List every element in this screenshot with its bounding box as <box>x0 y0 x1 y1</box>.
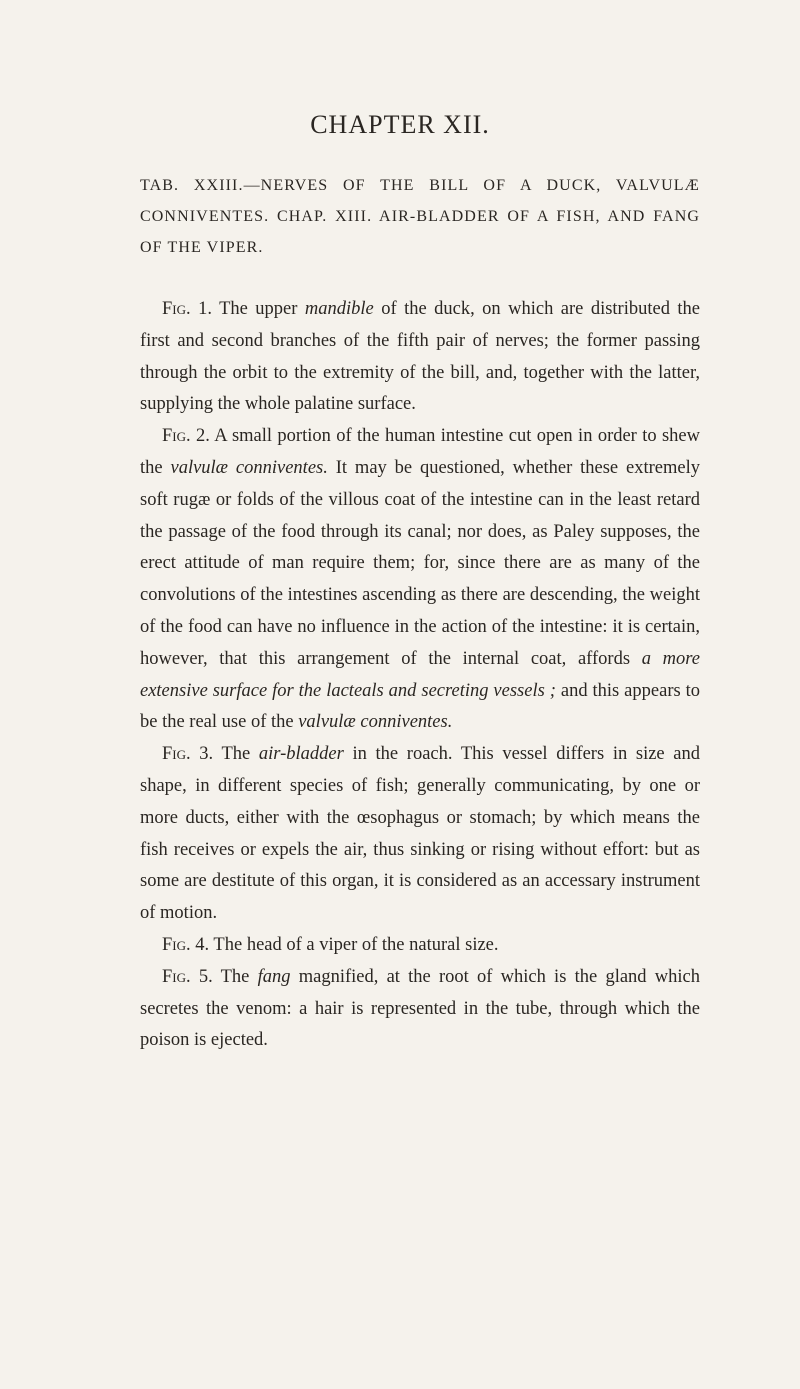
fig-2-text-1: A small portion of the human intestine cut open in order to shew the <box>140 426 701 478</box>
fig-4-label: Fig. 4. <box>162 934 210 955</box>
fig-1-text-1: The upper <box>211 299 305 319</box>
fig-3-emphasis-1: air-bladder <box>258 744 344 765</box>
fig-5-text-1: The <box>212 966 258 987</box>
fig-1-label: Fig. 1. <box>162 299 212 319</box>
fig-2-text-2: It may be questioned, whether these extremely soft rugæ or folds of the villous coat of the intestine can in the least retard the passage of the food through its canal; nor does, as Paley supposes, the erect attitude of man require them; for, since there are as many of the convolutions of the intestines ascending as there are descending, the weight of the food can have no influence in the action of the intestine: it is certain, however, that this arrangement of the internal coat, affords <box>140 457 700 669</box>
fig-2-text-3: and this appears to be the real use of the <box>140 680 701 733</box>
fig-4-paragraph <box>140 930 700 962</box>
fig-2-emphasis-3: valvulæ conniventes. <box>298 712 453 733</box>
fig-3-text-1: The <box>213 744 259 765</box>
chapter-title: CHAPTER XII. <box>310 110 490 139</box>
fig-1-paragraph <box>140 294 700 421</box>
fig-3-text-2: in the roach. This vessel differs in size and shape, in different species of fish; generally communicating, by one or more ducts, either with the œsophagus or stomach; by which means the fish receives or expels the air, thus sinking or rising without effort: but as some are destitute of this organ, it is considered as an accessary instrument of motion. <box>140 744 700 924</box>
fig-1-emphasis-1: mandible <box>304 299 374 319</box>
fig-2-label: Fig. 2. <box>162 426 210 447</box>
fig-2-emphasis-2: a more extensive surface for the lacteals and secreting vessels ; <box>140 648 700 701</box>
body-text <box>140 294 700 1057</box>
fig-1-text-2: of the duck, on which are distributed the first and second branches of the fifth pair of nerves; the former passing through the orbit to the extremity of the bill, and, together with the latter, supplying the whole palatine surface. <box>140 299 700 415</box>
fig-4-text-1: The head of a viper of the natural size. <box>209 934 499 955</box>
plate-caption: TAB. XXIII.—NERVES OF THE BILL OF A DUCK, VALVULÆ CONNIVENTES. CHAP. XIII. AIR-BLADDER OF A FISH, AND FANG OF THE VIPER. <box>140 177 700 256</box>
fig-5-emphasis-1: fang <box>257 966 291 987</box>
fig-2-emphasis-1: valvulæ conniventes. <box>170 457 328 478</box>
fig-5-label: Fig. 5. <box>162 966 213 987</box>
fig-5-paragraph <box>140 962 700 1057</box>
fig-3-label: Fig. 3. <box>162 744 214 765</box>
fig-3-paragraph <box>140 739 700 930</box>
fig-5-text-2: magnified, at the root of which is the gland which secretes the venom: a hair is represented in the tube, through which the poison is ejected. <box>140 966 700 1051</box>
fig-2-paragraph <box>140 421 700 739</box>
